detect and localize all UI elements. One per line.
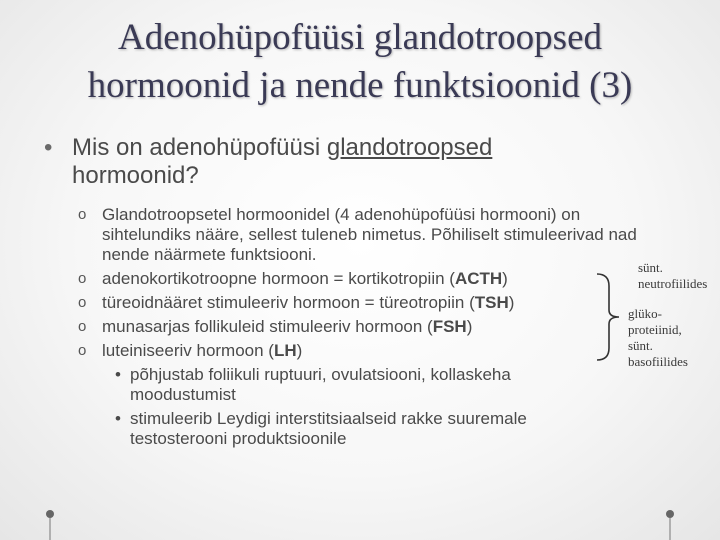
note-1-line-1: sünt. [638,260,663,275]
question-underlined-term: glandotroopsed [326,134,493,161]
tsh-text: türeoidnääret stimuleeriv hormoon = türeotropiin ( [102,293,475,312]
fsh-text: munasarjas follikuleid stimuleeriv hormoon ( [102,317,433,336]
right-brace-icon [595,272,625,362]
lh-abbr: LH [273,341,297,360]
side-note-basophils [628,306,688,370]
left-decorative-line-icon [44,478,56,540]
title-line-2: hormoonid ja nende funktsioonid (3) [87,65,633,106]
lh-effect-2-text: stimuleerib Leydigi interstitsiaalseid rakke suuremale testosterooni produktsioonile [130,409,527,448]
list-item-lh: o luteiniseeriv hormoon (LH) [78,341,303,360]
note-2-line-1: glüko- [628,306,662,321]
circle-bullet-icon: o [78,318,87,335]
list-item-acth: o adenokortikotroopne hormoon = kortikotropiin (ACTH) [78,269,508,288]
note-1-line-2: neutrofiilides [638,276,708,291]
circle-bullet-icon: o [78,342,87,359]
lh-effect-2 [115,409,615,449]
intro-text: Glandotroopsetel hormoonidel (4 adenohüpofüüsi hormooni) on sihtelundiks nääre, sellest tuleneb nimetus. Põhiliselt stimuleerivad nad nende näärmete funktsiooni. [102,205,637,264]
note-2-line-2: proteiinid, [628,322,682,337]
list-item-tsh: o türeoidnääret stimuleeriv hormoon = türeotropiin (TSH) [78,293,515,312]
tsh-abbr: TSH [474,293,509,312]
lh-effect-1 [115,365,615,405]
question-text-start: Mis on adenohüpofüüsi [72,134,327,161]
bullet-icon: • [44,134,53,161]
fsh-abbr: FSH [432,317,467,336]
note-2-line-4: basofiilides [628,354,688,369]
acth-text: adenokortikotroopne hormoon = kortikotropiin ( [102,269,455,288]
right-decorative-line-icon [664,478,676,540]
title-line-1: Adenohüpofüüsi glandotroopsed [117,17,603,58]
side-note-neutrophils [638,260,707,292]
circle-bullet-icon: o [78,294,87,311]
lh-text: luteiniseeriv hormoon ( [102,341,274,360]
bullet-icon: • [115,365,121,384]
circle-bullet-icon: o [78,270,87,287]
note-2-line-3: sünt. [628,338,653,353]
main-question [44,134,684,190]
circle-bullet-icon: o [78,206,87,223]
question-text-end: hormoonid? [72,162,199,189]
list-item-fsh: o munasarjas follikuleid stimuleeriv hormoon (FSH) [78,317,473,336]
list-item-intro [78,205,638,265]
slide-title [20,14,700,110]
lh-effect-1-text: põhjustab foliikuli ruptuuri, ovulatsiooni, kollaskeha moodustumist [130,365,511,404]
bullet-icon: • [115,409,121,428]
acth-abbr: ACTH [454,269,503,288]
